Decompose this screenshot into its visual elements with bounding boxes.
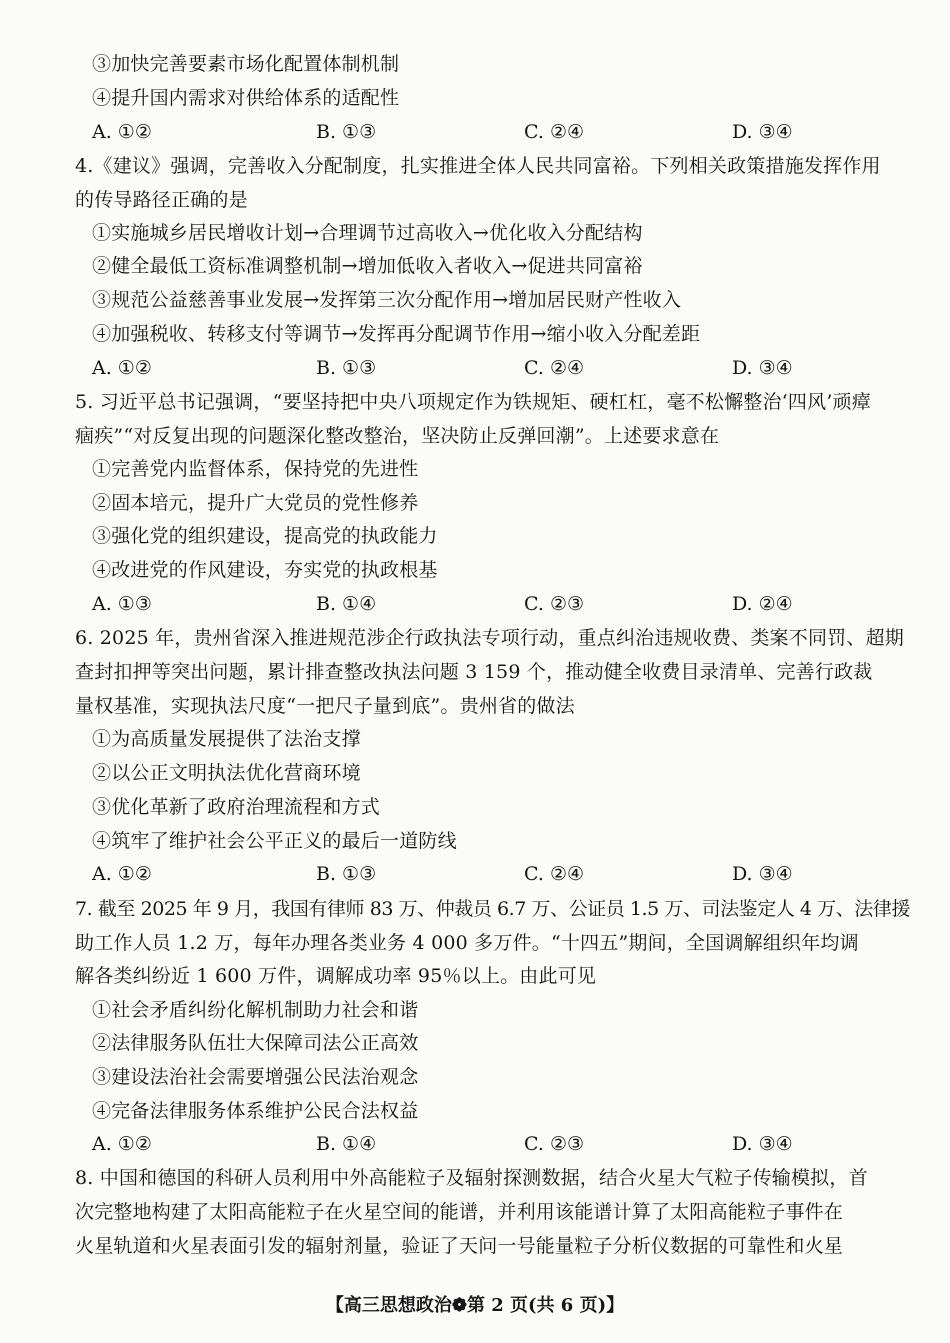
q3-option-d: D. ③④ <box>732 121 793 143</box>
q5-statement-1: ①完善党内监督体系，保持党的先进性 <box>92 458 419 480</box>
q3-option-a: A. ①② <box>92 121 152 143</box>
q8-stem-line-3: 火星轨道和火星表面引发的辐射剂量，验证了天问一号能量粒子分析仪数据的可靠性和火星 <box>75 1235 844 1257</box>
q8-stem-line-2: 次完整地构建了太阳高能粒子在火星空间的能谱，并利用该能谱计算了太阳高能粒子事件在 <box>75 1201 844 1223</box>
q6-option-c: C. ②④ <box>524 863 585 885</box>
q4-statement-4: ④加强税收、转移支付等调节→发挥再分配调节作用→缩小收入分配差距 <box>92 323 701 345</box>
q4-option-b: B. ①③ <box>316 357 377 379</box>
q7-statement-1: ①社会矛盾纠纷化解机制助力社会和谐 <box>92 999 419 1021</box>
q6-option-b: B. ①③ <box>316 863 377 885</box>
q6-stem-line-3: 量权基准，实现执法尺度“一把尺子量到底”。贵州省的做法 <box>75 695 575 717</box>
q7-option-c: C. ②③ <box>524 1133 585 1155</box>
q4-statement-3: ③规范公益慈善事业发展→发挥第三次分配作用→增加居民财产性收入 <box>92 289 682 311</box>
q6-option-a: A. ①② <box>92 863 152 885</box>
page-footer: 【高三思想政治❁第 2 页(共 6 页)】 <box>325 1295 625 1316</box>
q4-statement-1: ①实施城乡居民增收计划→合理调节过高收入→优化收入分配结构 <box>92 222 643 244</box>
q4-statement-2: ②健全最低工资标准调整机制→增加低收入者收入→促进共同富裕 <box>92 255 643 277</box>
q7-statement-2: ②法律服务队伍壮大保障司法公正高效 <box>92 1032 419 1054</box>
q5-option-d: D. ②④ <box>732 593 793 615</box>
q5-option-b: B. ①④ <box>316 593 377 615</box>
q7-stem-line-2: 助工作人员 1.2 万，每年办理各类业务 4 000 多万件。“十四五”期间，全国调解组织年均调 <box>75 932 859 954</box>
q7-stem-line-3: 解各类纠纷近 1 600 万件，调解成功率 95％以上。由此可见 <box>75 965 597 987</box>
q6-stem-line-1: 6. 2025 年，贵州省深入推进规范涉企行政执法专项行动，重点纠治违规收费、类案不同罚、超期 <box>75 627 904 649</box>
q5-stem-line-1: 5. 习近平总书记强调，“要坚持把中央八项规定作为铁规矩、硬杠杠，毫不松懈整治‘四风’顽瘴 <box>75 391 871 413</box>
q7-stem-line-1: 7. 截至 2025 年 9 月，我国有律师 83 万、仲裁员 6.7 万、公证员 1.5 万、司法鉴定人 4 万、法律援 <box>75 898 910 920</box>
q6-statement-1: ①为高质量发展提供了法治支撑 <box>92 728 361 750</box>
q4-stem-line-1: 4.《建议》强调，完善收入分配制度，扎实推进全体人民共同富裕。下列相关政策措施发挥作用 <box>75 155 881 177</box>
q5-statement-3: ③强化党的组织建设，提高党的执政能力 <box>92 525 438 547</box>
q6-statement-2: ②以公正文明执法优化营商环境 <box>92 762 361 784</box>
q4-option-d: D. ③④ <box>732 357 793 379</box>
q7-option-b: B. ①④ <box>316 1133 377 1155</box>
q6-statement-3: ③优化革新了政府治理流程和方式 <box>92 796 381 818</box>
q6-option-d: D. ③④ <box>732 863 793 885</box>
q3-option-b: B. ①③ <box>316 121 377 143</box>
q7-option-a: A. ①② <box>92 1133 152 1155</box>
q5-stem-line-2: 痼疾”“对反复出现的问题深化整改整治，坚决防止反弹回潮”。上述要求意在 <box>75 425 720 447</box>
q6-stem-line-2: 查封扣押等突出问题，累计排查整改执法问题 3 159 个，推动健全收费目录清单、完善行政裁 <box>75 661 873 683</box>
q6-statement-4: ④筑牢了维护社会公平正义的最后一道防线 <box>92 830 457 852</box>
q3-statement-3: ③加快完善要素市场化配置体制机制 <box>92 53 400 75</box>
q5-option-c: C. ②③ <box>524 593 585 615</box>
q5-statement-2: ②固本培元，提升广大党员的党性修养 <box>92 492 419 514</box>
q7-statement-4: ④完备法律服务体系维护公民合法权益 <box>92 1100 419 1122</box>
q8-stem-line-1: 8. 中国和德国的科研人员利用中外高能粒子及辐射探测数据，结合火星大气粒子传输模拟，首 <box>75 1167 868 1189</box>
q7-statement-3: ③建设法治社会需要增强公民法治观念 <box>92 1066 419 1088</box>
q4-option-c: C. ②④ <box>524 357 585 379</box>
q5-statement-4: ④改进党的作风建设，夯实党的执政根基 <box>92 559 438 581</box>
q3-statement-4: ④提升国内需求对供给体系的适配性 <box>92 87 400 109</box>
q4-stem-line-2: 的传导路径正确的是 <box>75 189 248 211</box>
q3-option-c: C. ②④ <box>524 121 585 143</box>
q4-option-a: A. ①② <box>92 357 152 379</box>
q7-option-d: D. ③④ <box>732 1133 793 1155</box>
q5-option-a: A. ①③ <box>92 593 152 615</box>
